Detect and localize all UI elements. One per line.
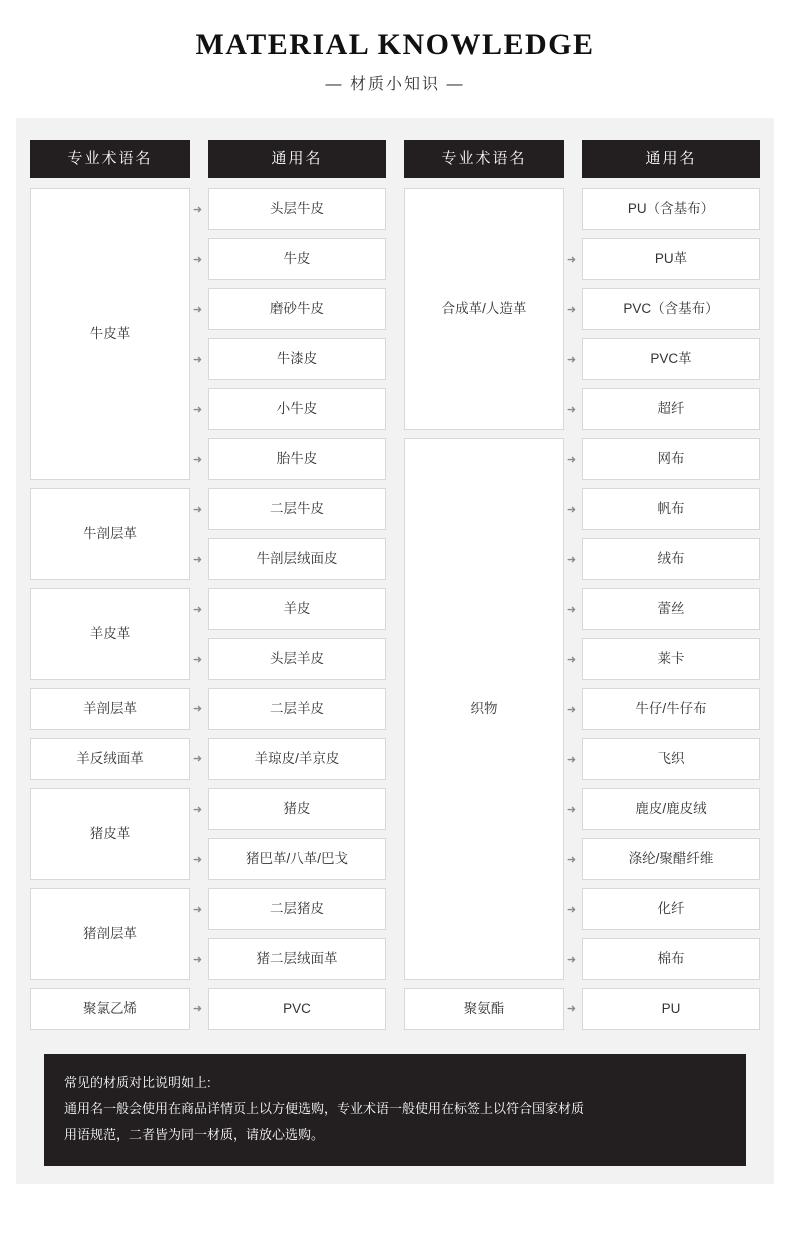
left-column-pair [30, 140, 386, 1038]
arrow-icon: ➜ [566, 554, 577, 566]
term-label: 织物 [470, 700, 498, 716]
term-label: 猪皮革 [89, 825, 131, 841]
common-cell: 棉布 [582, 938, 760, 980]
arrow-group [191, 789, 204, 879]
common-cell: 猪巴革/八革/巴戈 [208, 838, 386, 880]
term-cell [404, 988, 577, 1030]
common-cell: 牛仔/牛仔布 [582, 688, 760, 730]
term-cell [30, 788, 203, 880]
arrow-group [565, 189, 578, 429]
arrow-icon: ➜ [566, 604, 577, 616]
term-cell [404, 438, 577, 980]
arrow-group [191, 489, 204, 579]
common-cell: 头层牛皮 [208, 188, 386, 230]
footnote-line-1: 常见的材质对比说明如上: [64, 1075, 211, 1090]
arrow-icon: ➜ [566, 954, 577, 966]
arrow-icon: ➜ [192, 604, 203, 616]
arrow-group [191, 589, 204, 679]
footnote [44, 1054, 746, 1166]
term-cell [30, 688, 203, 730]
arrow-icon: ➜ [566, 404, 577, 416]
common-cell: 羊皮 [208, 588, 386, 630]
right-column-pair [404, 140, 760, 1038]
arrow-icon: ➜ [192, 454, 203, 466]
arrow-icon: ➜ [566, 854, 577, 866]
term-cell [30, 988, 203, 1030]
term-cell [30, 588, 203, 680]
arrow-icon: ➜ [192, 703, 203, 715]
page-title-en: MATERIAL KNOWLEDGE [195, 28, 595, 61]
arrow-icon: ➜ [192, 254, 203, 266]
common-cell: PVC革 [582, 338, 760, 380]
common-cell: 磨砂牛皮 [208, 288, 386, 330]
left-common-column [208, 140, 386, 1038]
term-label: 羊皮革 [89, 625, 131, 641]
common-cell: 胎牛皮 [208, 438, 386, 480]
header-term-right: 专业术语名 [404, 140, 564, 178]
page-header [0, 0, 790, 94]
arrow-icon: ➜ [192, 1003, 203, 1015]
common-cell: 帆布 [582, 488, 760, 530]
common-cell: 二层牛皮 [208, 488, 386, 530]
arrow-icon: ➜ [566, 504, 577, 516]
common-cell: 牛皮 [208, 238, 386, 280]
arrow-icon: ➜ [566, 254, 577, 266]
left-term-column [30, 140, 203, 1038]
right-term-column [404, 140, 577, 1038]
header-common-left: 通用名 [208, 140, 386, 178]
common-cell: 绒布 [582, 538, 760, 580]
common-cell: 猪二层绒面革 [208, 938, 386, 980]
term-label: 牛皮革 [89, 325, 131, 341]
arrow-icon: ➜ [566, 704, 577, 716]
arrow-icon: ➜ [192, 504, 203, 516]
arrow-icon: ➜ [566, 904, 577, 916]
arrow-icon: ➜ [192, 554, 203, 566]
common-cell: 莱卡 [582, 638, 760, 680]
arrow-icon: ➜ [566, 454, 577, 466]
common-cell: PU革 [582, 238, 760, 280]
arrow-icon: ➜ [566, 654, 577, 666]
arrow-icon: ➜ [566, 754, 577, 766]
arrow-icon: ➜ [566, 804, 577, 816]
arrow-group [191, 889, 204, 979]
arrow-group [191, 189, 204, 479]
term-cell [30, 738, 203, 780]
term-label: 聚氯乙烯 [83, 1000, 137, 1016]
common-cell: 超纤 [582, 388, 760, 430]
term-label: 猪剖层革 [83, 925, 137, 941]
common-cell: 二层猪皮 [208, 888, 386, 930]
common-cell: 网布 [582, 438, 760, 480]
arrow-icon: ➜ [192, 854, 203, 866]
term-label: 牛剖层革 [83, 525, 137, 541]
footnote-line-3: 用语规范，二者皆为同一材质，请放心选购。 [64, 1127, 325, 1142]
common-cell: 羊琼皮/羊京皮 [208, 738, 386, 780]
arrow-icon: ➜ [192, 753, 203, 765]
arrow-icon: ➜ [192, 954, 203, 966]
arrow-icon: ➜ [566, 1003, 577, 1015]
common-cell: PVC（含基布） [582, 288, 760, 330]
common-cell: 涤纶/聚醋纤维 [582, 838, 760, 880]
common-cell: PVC [208, 988, 386, 1030]
common-cell: 蕾丝 [582, 588, 760, 630]
common-cell: 头层羊皮 [208, 638, 386, 680]
arrow-icon: ➜ [192, 654, 203, 666]
common-cell: 飞织 [582, 738, 760, 780]
arrow-icon: ➜ [192, 304, 203, 316]
term-label: 羊剖层革 [83, 700, 137, 716]
comparison-panel [16, 118, 774, 1184]
common-cell: PU（含基布） [582, 188, 760, 230]
common-cell: 小牛皮 [208, 388, 386, 430]
common-cell: 牛剖层绒面皮 [208, 538, 386, 580]
footnote-line-2: 通用名一般会使用在商品详情页上以方便选购，专业术语一般使用在标签上以符合国家材质 [64, 1101, 585, 1116]
common-cell: PU [582, 988, 760, 1030]
right-common-column [582, 140, 760, 1038]
term-cell [30, 888, 203, 980]
term-cell [30, 488, 203, 580]
common-cell: 鹿皮/鹿皮绒 [582, 788, 760, 830]
arrow-icon: ➜ [192, 904, 203, 916]
common-cell: 牛漆皮 [208, 338, 386, 380]
common-cell: 二层羊皮 [208, 688, 386, 730]
term-label: 聚氨酯 [463, 1000, 505, 1016]
arrow-icon: ➜ [192, 204, 203, 216]
term-cell [30, 188, 203, 480]
term-cell [404, 188, 577, 430]
comparison-grid [30, 140, 760, 1038]
header-common-right: 通用名 [582, 140, 760, 178]
arrow-icon: ➜ [192, 804, 203, 816]
common-cell: 猪皮 [208, 788, 386, 830]
header-term-left: 专业术语名 [30, 140, 190, 178]
common-cell: 化纤 [582, 888, 760, 930]
arrow-icon: ➜ [566, 304, 577, 316]
arrow-group [565, 439, 578, 979]
arrow-icon: ➜ [566, 354, 577, 366]
page-title-cn: — 材质小知识 — [325, 76, 465, 93]
arrow-icon: ➜ [192, 354, 203, 366]
term-label: 羊反绒面革 [76, 750, 144, 766]
term-label: 合成革/人造革 [441, 300, 527, 316]
arrow-icon: ➜ [192, 404, 203, 416]
